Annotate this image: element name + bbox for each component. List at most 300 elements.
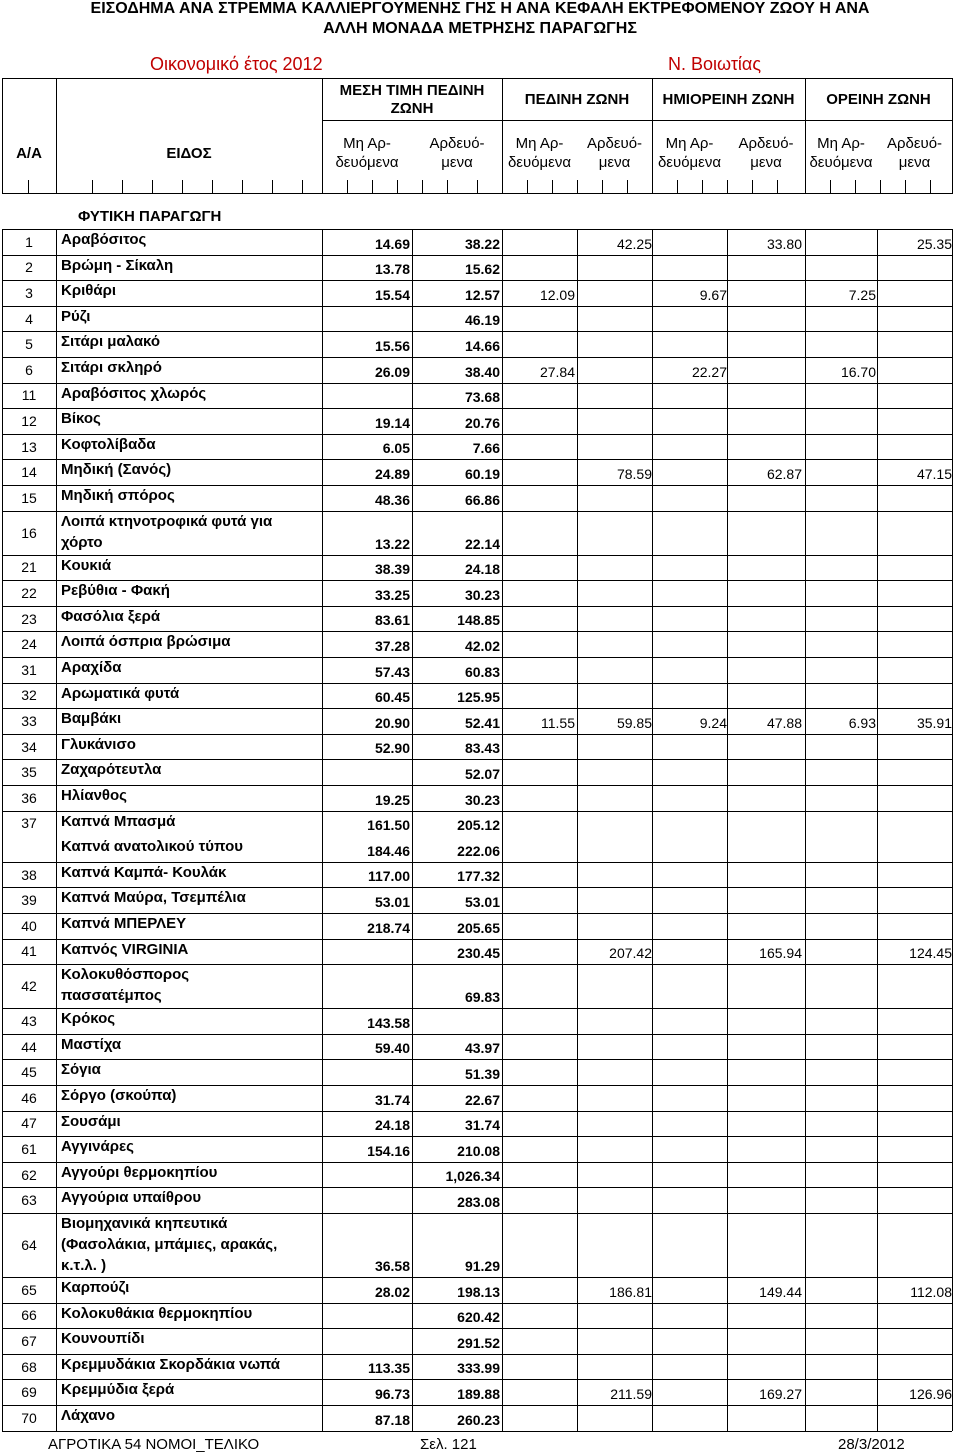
row-value-g: 6.93 [848,714,876,731]
header-tick [502,180,503,194]
row-name: Κουκιά [61,556,112,574]
row-line [2,657,952,658]
row-value-b: 210.08 [457,1142,500,1159]
row-value-a: 37.28 [374,638,410,654]
row-value-a: 60.45 [374,689,410,706]
row-index: 64 [21,1237,37,1253]
row-name: Καπνά Μαύρα, Τσεμπέλια [61,889,246,907]
header-tick [805,180,806,194]
row-name: Κρεμμύδια ξερά [61,1381,175,1399]
header-sub-line-2: δευόμενα [507,154,572,171]
header-imioreini: ΗΜΙΟΡΕΙΝΗ ΖΩΝΗ [662,91,795,108]
row-name: Σουσάμι [61,1112,121,1130]
row-name: Καπνά Μπασμά [61,812,176,830]
row-index: 24 [21,636,37,653]
row-value-a: 20.90 [374,714,410,731]
header-tick [627,180,628,194]
header-sub-line-1: Αρδευό- [886,135,943,152]
row-index: 67 [21,1333,37,1349]
header-non-irrigated [652,134,727,172]
row-index: 2 [25,259,33,276]
header-tick [905,180,906,194]
row-value-b: 51.39 [464,1066,500,1082]
row-value-b: 148.85 [457,612,500,629]
row-line [2,708,952,709]
row-value-a: 53.01 [374,894,410,910]
row-name: Κρεμμυδάκια Σκορδάκια νωπά [61,1355,280,1373]
row-name: Κολοκυθάκια θερμοκηπίου [61,1304,253,1322]
row-value-a: 113.35 [367,1360,410,1377]
row-line [2,1059,952,1060]
row-name: Καπνά ΜΠΕΡΛΕΥ [61,915,187,932]
row-index: 16 [21,524,37,541]
title-line-1: ΕΙΣΟΔΗΜΑ ΑΝΑ ΣΤΡΕΜΜΑ ΚΑΛΛΙΕΡΓΟΥΜΕΝΗΣ ΓΗΣ Η ΑΝΑ ΚΕΦΑΛΗ ΕΚΤΡΕΦΟΜΕΝΟΥ ΖΩΟΥ Η ΑΝΑ [90,0,870,17]
row-value-b: 22.67 [464,1091,500,1108]
row-line [2,1111,952,1112]
col-line [652,229,653,1431]
row-value-b: 38.40 [464,363,500,380]
row-value-f: 149.44 [759,1283,802,1300]
row-value-a: 154.16 [367,1142,410,1159]
row-value-h: 25.35 [916,235,952,252]
header-sub-line-2: δευόμενα [657,154,722,171]
row-value-b: 46.19 [464,312,500,329]
row-value-h: 124.45 [909,945,952,962]
header-non-irrigated [502,134,577,172]
row-index: 40 [21,917,37,934]
header-tick [302,180,303,194]
header-tick [880,180,881,194]
header-sub-line-2: μενα [598,154,631,171]
header-sub-line-1: Αρδευό- [429,135,485,152]
row-value-a: 15.54 [374,286,410,303]
row-value-a: 14.69 [374,235,410,252]
row-value-a: 38.39 [374,561,410,578]
col-line [805,229,806,1431]
row-value-d: 207.42 [609,945,652,962]
header-tick [477,180,478,194]
row-name: Αρωματικά φυτά [61,684,180,702]
row-value-f: 62.87 [766,466,802,482]
row-value-b: 1,026.34 [445,1168,500,1185]
row-value-a: 13.78 [374,261,410,278]
col-line [577,229,578,1431]
row-name: Αραβόσιτος χλωρός [61,384,207,402]
row-name: Μαστίχα [61,1035,122,1053]
row-name: (Φασολάκια, μπάμιες, αρακάς, [61,1235,278,1253]
col-line [952,229,953,1431]
row-line [2,1277,952,1278]
header-tick [652,180,653,194]
row-line [2,1431,952,1432]
row-index: 70 [21,1409,37,1426]
row-value-a: 83.61 [374,612,410,629]
header-tick [372,180,373,194]
row-value-h: 112.08 [910,1283,952,1300]
row-index: 44 [21,1038,37,1055]
row-name: Καπνά ανατολικού τύπου [61,838,243,856]
row-value-e: 9.67 [699,286,727,303]
header-tick [272,180,273,194]
header-tick [930,180,931,194]
row-index: 21 [21,559,37,576]
header-tick [777,180,778,194]
footer-center: Σελ. 121 [420,1436,477,1453]
row-name: Βρώμη - Σίκαλη [61,256,174,274]
row-name: Σόργο (σκούπα) [61,1087,177,1104]
header-tick [347,180,348,194]
row-name: Αραβόσιτος [61,231,147,248]
header-mesi-2: ΖΩΝΗ [390,100,434,117]
row-name: Ζαχαρότευτλα [61,761,162,779]
row-name: Αγγούρι θερμοκηπίου [61,1163,218,1181]
row-value-b: 620.42 [457,1309,500,1326]
header-tick [422,180,423,194]
row-name: Σιτάρι σκληρό [61,359,162,376]
row-index: 5 [25,336,33,353]
row-value-a: 218.74 [367,919,410,936]
row-line [2,734,952,735]
row-value-b: 60.83 [464,663,500,680]
row-value-a: 184.46 [367,842,410,859]
row-value-b: 91.29 [464,1258,500,1274]
row-value-b: 53.01 [464,894,500,910]
row-index: 42 [21,978,37,995]
row-value-b: 31.74 [464,1117,500,1134]
row-line [2,306,952,307]
row-value-b: 333.99 [457,1360,500,1377]
header-tick [527,180,528,194]
row-value-b: 83.43 [464,740,500,757]
row-value-f: 169.27 [759,1386,802,1402]
row-value-b: 22.14 [464,535,500,552]
row-name: Λοιπά κτηνοτροφικά φυτά για [61,512,273,530]
header-tick [182,180,183,194]
row-value-b: 30.23 [464,791,500,808]
row-index: 65 [21,1281,37,1298]
row-value-b: 60.19 [464,466,500,482]
prefecture: Ν. Βοιωτίας [668,54,762,74]
row-value-b: 198.13 [457,1283,500,1300]
row-index: 36 [21,789,37,806]
row-name: Ρεβύθια - Φακή [61,582,170,600]
row-value-b: 205.12 [457,817,500,834]
row-index: 23 [21,610,37,627]
row-index: 45 [21,1064,37,1081]
row-index: 3 [25,285,33,301]
row-name: Μηδική σπόρος [61,487,175,504]
row-line [2,1405,952,1406]
header-tick [830,180,831,194]
header-irrigated [877,134,952,172]
row-value-a: 24.18 [374,1117,410,1134]
footer-left: ΑΓΡΟΤΙΚΑ 54 ΝΟΜΟΙ_ΤΕΛΙΚΟ [48,1436,260,1453]
row-index: 38 [21,866,37,883]
row-value-h: 126.96 [909,1386,952,1402]
frame-right [952,78,953,193]
row-value-a: 143.58 [367,1014,410,1031]
header-oreini: ΟΡΕΙΝΗ ΖΩΝΗ [826,91,931,108]
row-value-c: 27.84 [539,363,575,380]
header-irrigated [577,134,652,172]
row-value-b: 30.23 [464,586,500,603]
row-index: 11 [21,387,37,404]
row-line [2,408,952,409]
header-tick [242,180,243,194]
row-value-b: 20.76 [464,414,500,431]
row-index: 22 [21,585,37,601]
header-sub-line-2: μενα [898,154,931,171]
row-name: πασσατέμπος [61,987,162,1005]
row-index: 37 [21,814,37,831]
header-tick [122,180,123,194]
row-value-d: 42.25 [616,235,652,252]
row-index: 1 [25,233,33,250]
row-name: Ηλίανθος [61,787,127,804]
row-value-d: 59.85 [616,714,652,731]
header-eidos: ΕΙΔΟΣ [166,145,212,162]
row-value-f: 165.94 [759,945,802,962]
row-value-h: 35.91 [916,714,952,731]
row-value-c: 11.55 [541,714,575,731]
row-name: Σιτάρι μαλακό [61,333,161,351]
row-value-b: 177.32 [457,868,500,885]
col-line [412,229,413,1431]
row-value-a: 87.18 [374,1411,410,1428]
row-value-a: 24.89 [374,466,410,482]
row-value-b: 42.02 [464,638,500,654]
row-index: 31 [21,661,37,678]
col-line [56,229,57,1431]
row-value-b: 52.41 [464,714,500,731]
header-sub-line-2: δευόμενα [809,154,873,171]
row-index: 32 [21,687,37,704]
row-value-a: 96.73 [374,1386,410,1402]
row-index: 47 [21,1115,37,1132]
col-line [877,229,878,1431]
row-value-a: 6.05 [382,440,410,457]
header-tick [56,180,57,194]
col-line [502,229,503,1431]
row-index: 14 [21,464,37,481]
row-line [2,555,952,556]
row-line [2,1008,952,1009]
row-name: Καρπούζι [61,1279,130,1296]
row-value-a: 19.14 [374,414,410,431]
row-value-a: 48.36 [374,491,410,508]
header-tick [752,180,753,194]
row-index: 62 [21,1166,37,1183]
row-name: Καπνά Καμπά- Κουλάκ [61,863,227,881]
row-value-a: 13.22 [374,535,410,552]
row-value-h: 47.15 [916,466,952,482]
row-value-e: 22.27 [691,363,727,380]
header-sub-line-2: μενα [750,154,782,171]
row-index: 33 [21,713,37,729]
row-index: 39 [21,892,37,909]
row-name: Κριθάρι [61,282,117,300]
row-value-a: 59.40 [374,1040,410,1057]
header-tick [322,180,323,194]
row-name: Μηδική (Σανός) [61,461,172,479]
header-tick [552,180,553,194]
header-tick [28,180,29,194]
header-non-irrigated [805,134,877,172]
row-value-a: 26.09 [374,363,410,380]
row-index: 46 [21,1089,37,1106]
row-value-b: 283.08 [457,1194,500,1210]
row-index: 69 [21,1384,37,1401]
row-value-b: 73.68 [464,389,500,406]
row-value-a: 15.56 [374,338,410,354]
row-value-d: 211.59 [610,1386,652,1402]
row-line [2,1034,952,1035]
title-line-2: ΑΛΛΗ ΜΟΝΑΔΑ ΜΕΤΡΗΣΗΣ ΠΑΡΑΓΩΓΗΣ [323,20,637,37]
row-value-b: 12.57 [464,286,500,303]
header-tick [152,180,153,194]
row-index: 12 [21,413,37,429]
header-tick [602,180,603,194]
row-name: Κοφτολίβαδα [61,435,156,453]
header-tick [677,180,678,194]
row-value-d: 78.59 [616,466,652,482]
row-name: Ρύζι [61,307,91,325]
row-value-b: 205.65 [457,919,500,936]
row-value-a: 33.25 [374,586,410,603]
header-top-line [2,78,952,79]
row-value-g: 16.70 [840,363,876,380]
header-sub-line-1: Αρδευό- [586,135,643,152]
row-name: Γλυκάνισο [61,735,136,753]
row-value-b: 260.23 [457,1411,500,1428]
header-tick [2,180,3,194]
header-tick [447,180,448,194]
row-value-a: 52.90 [374,740,410,757]
row-index: 66 [21,1307,37,1324]
row-value-e: 9.24 [699,714,727,731]
header-pedini: ΠΕΔΙΝΗ ΖΩΝΗ [524,91,630,108]
header-sub-line-1: Μη Αρ- [817,135,865,152]
row-name: Φασόλια ξερά [61,607,161,625]
row-name: Βιομηχανικά κηπευτικά [61,1214,228,1232]
row-index: 4 [25,310,33,327]
row-name: Αραχίδα [61,659,122,676]
row-line [2,280,952,281]
aa-divider [56,78,57,193]
header-tick [727,180,728,194]
row-value-d: 186.81 [609,1283,652,1300]
col-line [322,229,323,1431]
row-name: κ.τ.λ. ) [61,1256,107,1274]
row-value-b: 38.22 [464,235,500,252]
row-name: Αγγούρια υπαίθρου [61,1189,202,1207]
row-line [2,785,952,786]
header-non-irrigated [322,134,412,172]
header-tick [92,180,93,194]
row-name: Κρόκος [61,1010,116,1028]
row-index: 43 [21,1013,37,1029]
header-tick [855,180,856,194]
header-tick [702,180,703,194]
row-name: Λοιπά όσπρια βρώσιμα [61,633,231,651]
row-name: Βίκος [61,410,101,428]
row-value-a: 19.25 [374,791,410,808]
row-name: Σόγια [61,1061,101,1079]
row-value-b: 14.66 [464,338,500,354]
header-tick [952,180,953,194]
row-index: 35 [21,764,37,781]
row-value-b: 66.86 [464,491,500,508]
row-index: 34 [21,738,37,755]
row-name: Κολοκυθόσπορος [61,966,190,984]
row-index: 41 [21,943,37,960]
row-value-a: 161.50 [367,817,410,834]
header-sub-line-2: μενα [441,154,473,171]
row-index: 61 [21,1141,37,1157]
row-value-b: 222.06 [457,842,500,859]
header-mesi-1: ΜΕΣΗ ΤΙΜΗ ΠΕΔΙΝΗ [339,82,485,99]
header-tick [397,180,398,194]
row-value-a: 117.00 [367,868,410,885]
row-value-f: 33.80 [766,235,802,252]
row-index: 63 [21,1192,37,1209]
header-sub-line-1: Μη Αρ- [665,135,714,152]
col-line [2,229,3,1431]
header-sub-line-1: Μη Αρ- [343,135,391,152]
row-value-b: 15.62 [464,261,500,278]
row-value-b: 125.95 [457,689,500,706]
header-sub-line-2: δευόμενα [335,154,399,171]
row-value-b: 230.45 [457,945,500,962]
row-name: χόρτο [61,533,103,551]
fiscal-year: Οικονομικό έτος 2012 [150,54,323,74]
row-value-b: 43.97 [464,1040,500,1057]
header-tick [577,180,578,194]
row-value-b: 24.18 [464,561,500,578]
row-value-b: 189.88 [457,1386,500,1402]
row-value-a: 36.58 [374,1258,410,1274]
row-value-c: 12.09 [539,286,575,303]
row-value-f: 47.88 [766,714,802,731]
row-name: Βαμβάκι [61,710,122,728]
row-index: 13 [21,438,37,455]
row-value-g: 7.25 [848,286,876,303]
header-tick [212,180,213,194]
header-sub-line-1: Αρδευό- [738,135,794,152]
row-value-b: 52.07 [464,766,500,782]
header-sub-line-1: Μη Αρ- [515,135,564,152]
row-index: 6 [25,361,33,378]
header-irrigated [412,134,502,172]
header-irrigated [727,134,805,172]
row-value-a: 57.43 [374,663,410,680]
row-name: Αγγινάρες [61,1138,134,1156]
header-mid-line [322,120,952,121]
row-index: 68 [21,1358,37,1375]
header-aa: Α/Α [16,145,42,162]
frame-left [2,78,3,193]
section-title: ΦΥΤΙΚΗ ΠΑΡΑΓΩΓΗ [78,208,222,225]
col-line [727,229,728,1431]
footer-right: 28/3/2012 [838,1436,905,1453]
row-name: Κουνουπίδι [61,1330,145,1348]
row-value-a: 28.02 [374,1283,410,1300]
row-name: Λάχανο [61,1407,116,1424]
row-value-b: 7.66 [472,440,500,457]
row-value-a: 31.74 [374,1091,410,1108]
row-value-b: 291.52 [457,1334,500,1351]
row-name: Καπνός VIRGINIA [61,940,189,958]
